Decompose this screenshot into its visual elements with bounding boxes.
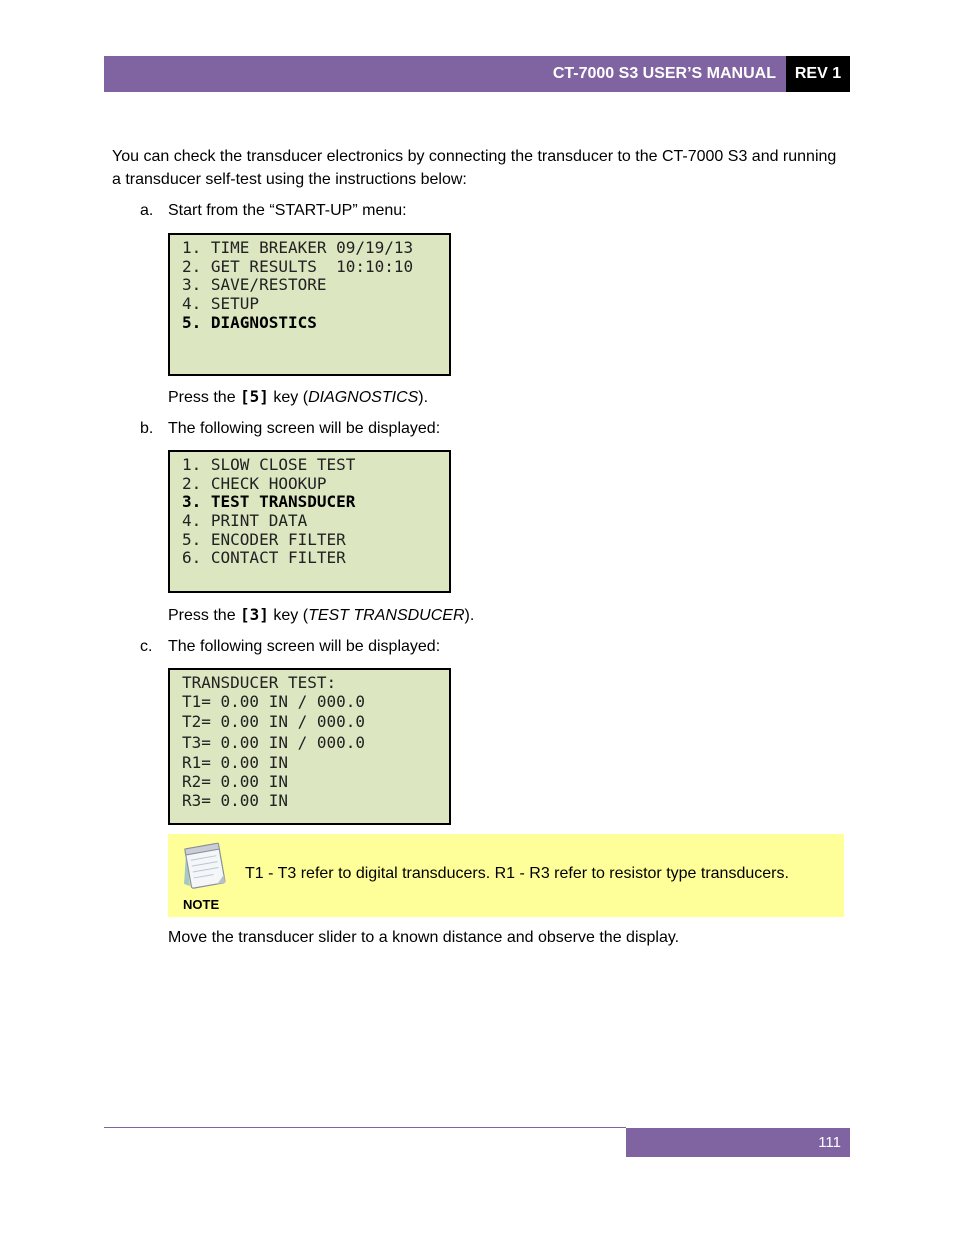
lcd-line: T1= 0.00 IN / 000.0 bbox=[182, 692, 366, 711]
lcd-line: 2. CHECK HOOKUP bbox=[182, 473, 327, 493]
intro-paragraph: You can check the transducer electronics by connecting the transducer to the CT-7000 S3 and running a transducer self-test using the instructions below: bbox=[112, 148, 837, 188]
key-label: [3] bbox=[240, 605, 269, 624]
step-b-letter: b. bbox=[140, 420, 154, 437]
lcd-line: 1. SLOW CLOSE TEST bbox=[182, 455, 356, 474]
key-function-name: DIAGNOSTICS bbox=[308, 389, 419, 406]
lcd-line: 4. PRINT DATA bbox=[182, 511, 308, 531]
step-b-text: The following screen will be displayed: bbox=[168, 420, 441, 437]
press-instruction-2 bbox=[168, 604, 474, 627]
lcd-line: T3= 0.00 IN / 000.0 bbox=[182, 732, 366, 752]
lcd-line: 3. SAVE/RESTORE bbox=[182, 275, 327, 295]
lcd-line: T2= 0.00 IN / 000.0 bbox=[182, 712, 366, 732]
lcd-line: 1. TIME BREAKER 09/19/13 bbox=[182, 238, 414, 257]
notepad-icon bbox=[178, 840, 230, 890]
lcd-line: R1= 0.00 IN bbox=[182, 752, 288, 772]
lcd-line: TRANSDUCER TEST: bbox=[182, 673, 337, 692]
step-b bbox=[140, 418, 440, 440]
page-number: 111 bbox=[818, 1134, 841, 1151]
footer-divider bbox=[104, 1127, 626, 1128]
footer-bar bbox=[626, 1128, 850, 1157]
note-callout bbox=[168, 834, 844, 917]
lcd-line-selected: 5. DIAGNOSTICS bbox=[182, 312, 317, 332]
press-text: Press the bbox=[168, 607, 241, 624]
header-title-bar bbox=[104, 56, 786, 92]
manual-title: CT-7000 S3 USER’S MANUAL bbox=[552, 65, 776, 82]
press-text: Press the bbox=[168, 389, 241, 406]
lcd-line: 5. ENCODER FILTER bbox=[182, 529, 346, 549]
revision-label: REV 1 bbox=[794, 65, 842, 82]
press-instruction-1 bbox=[168, 386, 428, 409]
press-text: key ( bbox=[268, 389, 309, 406]
transducer-test-screen bbox=[168, 668, 451, 825]
step-a-letter: a. bbox=[140, 202, 154, 219]
lcd-line: R2= 0.00 IN bbox=[182, 771, 288, 791]
step-c-letter: c. bbox=[140, 638, 153, 655]
press-text: ). bbox=[464, 607, 475, 624]
step-a-text: Start from the “START-UP” menu: bbox=[168, 202, 407, 219]
revision-badge bbox=[786, 56, 850, 92]
lcd-line: 2. GET RESULTS 10:10:10 bbox=[182, 256, 414, 276]
press-text: key ( bbox=[268, 607, 309, 624]
step-c-text: The following screen will be displayed: bbox=[168, 638, 441, 655]
lcd-line: 6. CONTACT FILTER bbox=[182, 548, 346, 568]
closing-instruction: Move the transducer slider to a known distance and observe the display. bbox=[168, 929, 680, 946]
key-function-name: TEST TRANSDUCER bbox=[308, 607, 465, 624]
step-a bbox=[140, 200, 407, 222]
lcd-line: 4. SETUP bbox=[182, 294, 260, 314]
key-label: [5] bbox=[240, 387, 269, 406]
note-text: T1 - T3 refer to digital transducers. R1 - R3 refer to resistor type transducers. bbox=[245, 865, 789, 882]
lcd-line-selected: 3. TEST TRANSDUCER bbox=[182, 492, 356, 512]
startup-menu-screen bbox=[168, 233, 451, 376]
diagnostics-menu-screen bbox=[168, 450, 451, 593]
lcd-line: R3= 0.00 IN bbox=[182, 790, 288, 810]
press-text: ). bbox=[418, 389, 429, 406]
note-label: NOTE bbox=[183, 897, 220, 912]
step-c bbox=[140, 636, 440, 658]
